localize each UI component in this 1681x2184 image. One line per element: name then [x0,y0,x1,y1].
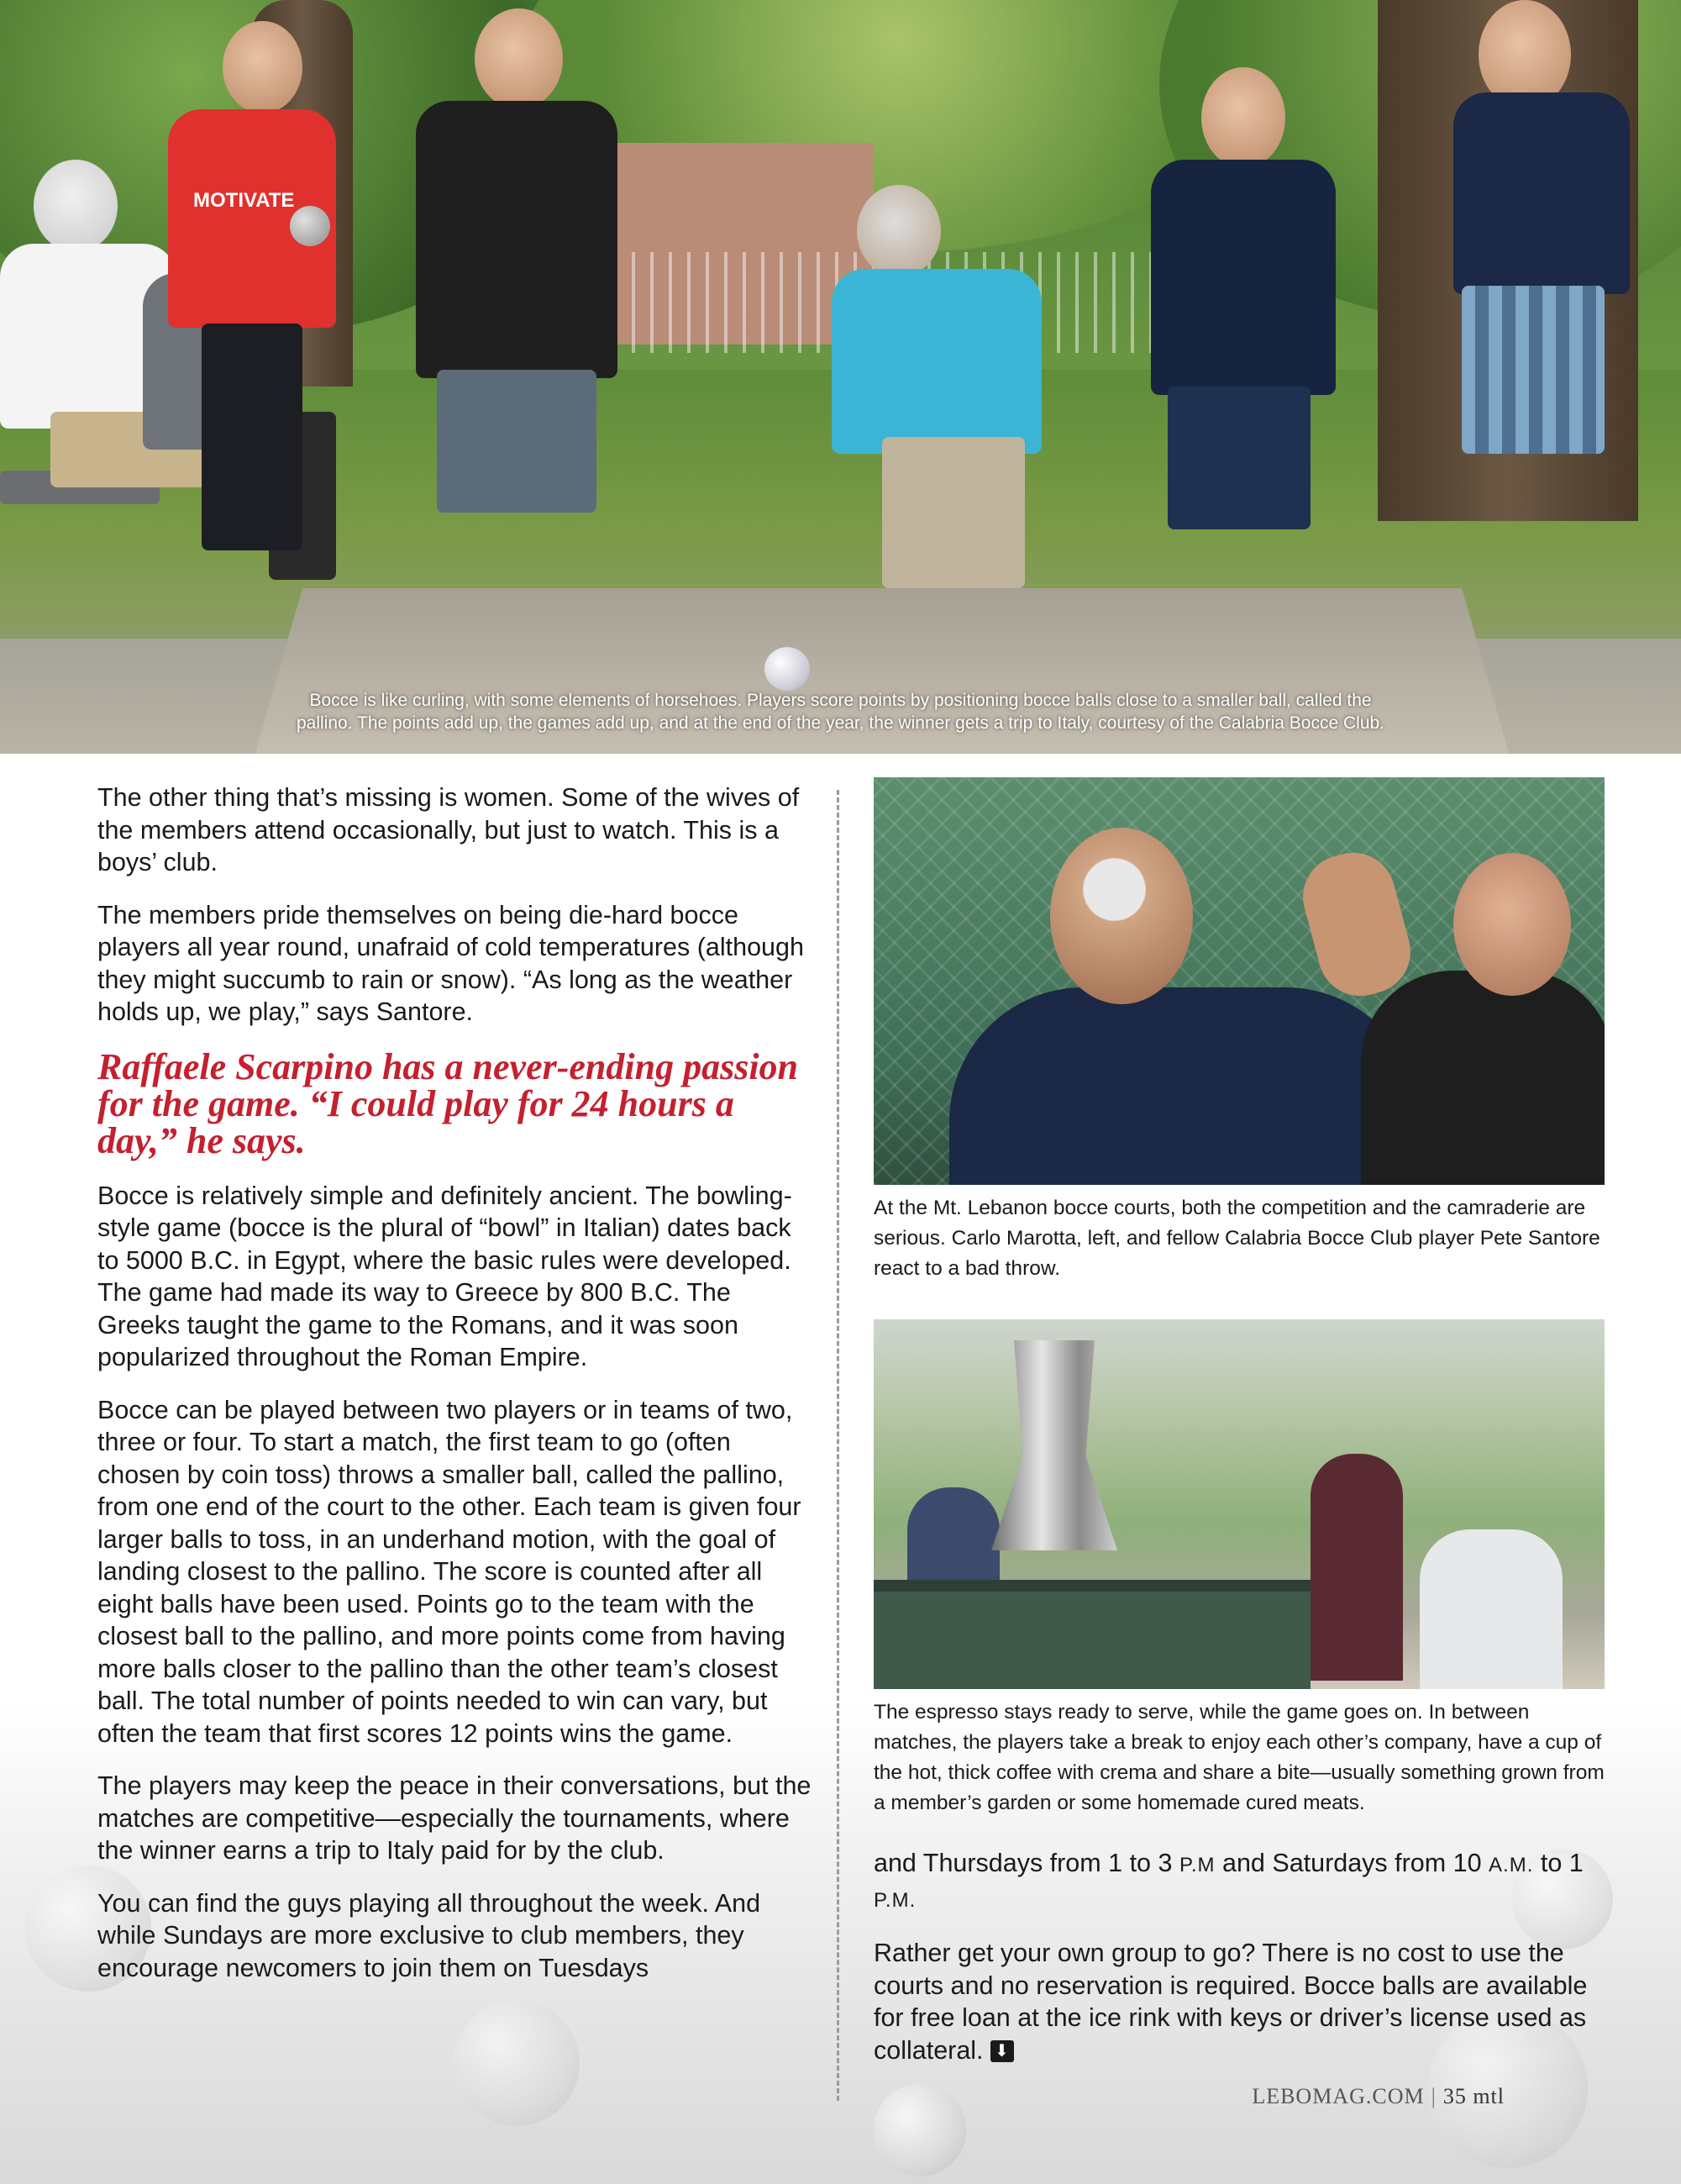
body-paragraph: Bocce can be played between two players or in teams of two, three or four. To start a match, the first team to go (often chosen by coin toss) throws a smaller ball, called the pallino, from one end of the court to the other. Each team is given four larger balls to toss, in an underhand motion, with the goal of landing closest to the pallino. The score is counted after all eight balls have been used. Points go to the team with the closest ball to the pallino, and more points come from having more balls closer to the pallino than the other team’s closest ball. The total number of points needed to win can vary, but often the team that first scores 12 points wins the game. [97,1395,801,1748]
player-red-shirt [160,21,344,567]
photo-caption: At the Mt. Lebanon bocce courts, both the competition and the camraderie are serious. Carlo Marotta, left, and fellow Calabria Bocce Club player Pete Santore react to a bad throw. [874,1197,1600,1280]
hero-caption-line-1: Bocce is like curling, with some elements of horsehoes. Players score points by positioning bocce balls close to a smaller ball, called the [309,691,1372,710]
espresso-pot [991,1340,1117,1550]
page-number: 35 mtl [1442,2084,1505,2108]
body-paragraph: Rather get your own group to go? There is no cost to use the courts and no reservation is required. Bocce balls are available for free loan at the ice rink with keys or driver’s license used as collateral. ⬇ [874,1939,1588,2065]
player-plaid-shorts [1445,0,1663,639]
pull-quote: Raffaele Scarpino has a never-ending passion for the game. “I could play for 24 hours a day,” he says. [97,1045,799,1161]
decorative-bocce-ball [454,2000,580,2126]
article-right-column [874,777,1605,2087]
body-paragraph: The members pride themselves on being die-hard bocce players all year round, unafraid of cold temperatures (although they might succumb to rain or snow). “As long as the weather holds up, we play,” says Santore. [97,900,804,1026]
body-paragraph: and Thursdays from 1 to 3 P.M and Saturdays from 10 A.M. to 1 P.M. [874,1849,1584,1912]
man-navy-shirt-figure [949,987,1420,1185]
green-cart [874,1580,1311,1689]
photo-caption: The espresso stays ready to serve, while the game goes on. In between matches, the players take a break to enjoy each other’s company, have a cup of the hot, thick coffee with crema and share a bite—usually something grown from a member’s garden or some homemade cured meats. [874,1701,1605,1814]
folio-separator: | [1431,2084,1437,2108]
raised-hand [1294,844,1420,1006]
body-paragraph: You can find the guys playing all throughout the week. And while Sundays are more exclusive to club members, they encourage newcomers to join them on Tuesdays [97,1888,761,1982]
man-navy-shirt-head [1050,828,1193,1004]
bocce-ball-held [290,206,330,246]
article-left-column [97,782,812,2004]
bocce-ball-hero [764,647,810,691]
decorative-bocce-ball [874,2084,966,2176]
photo-espresso-pot [874,1319,1605,1689]
shirt-print: MOTIVATE [193,189,295,212]
background-player [1420,1529,1563,1689]
player-throwing-turquoise-shirt [806,185,1075,681]
photo-players-reacting [874,777,1605,1185]
hero-caption-line-2: pallino. The points add up, the games add up, and at the end of the year, the winner gets a trip to Italy, courtesy of the Calabria Bocce Club. [296,713,1385,733]
magazine-logo-icon: ⬇ [990,2040,1014,2062]
man-black-shirt-figure [1361,971,1605,1185]
background-player [1311,1454,1403,1681]
player-navy-polo [1151,67,1344,689]
body-paragraph: Bocce is relatively simple and definitely ancient. The bowling-style game (bocce is the plural of “bowl” in Italian) dates back to 5000 B.C. in Egypt, where the basic rules were developed. The game had made its way to Greece by 800 B.C. The Greeks taught the game to the Romans, and it was soon popularized throughout the Roman Empire. [97,1181,792,1371]
man-black-shirt-head [1453,853,1571,996]
hero-photo [0,0,1681,754]
column-divider [837,790,839,2101]
body-paragraph: The players may keep the peace in their conversations, but the matches are competitive—especially the tournaments, where the winner earns a trip to Italy paid for by the club. [97,1771,812,1865]
page-folio [1252,2084,1505,2109]
site-name: LEBOMAG.COM [1252,2084,1425,2108]
player-black-shirt [416,8,634,597]
hero-caption [0,689,1681,734]
body-paragraph: The other thing that’s missing is women. Some of the wives of the members attend occasionally, but just to watch. This is a boys’ club. [97,783,800,876]
